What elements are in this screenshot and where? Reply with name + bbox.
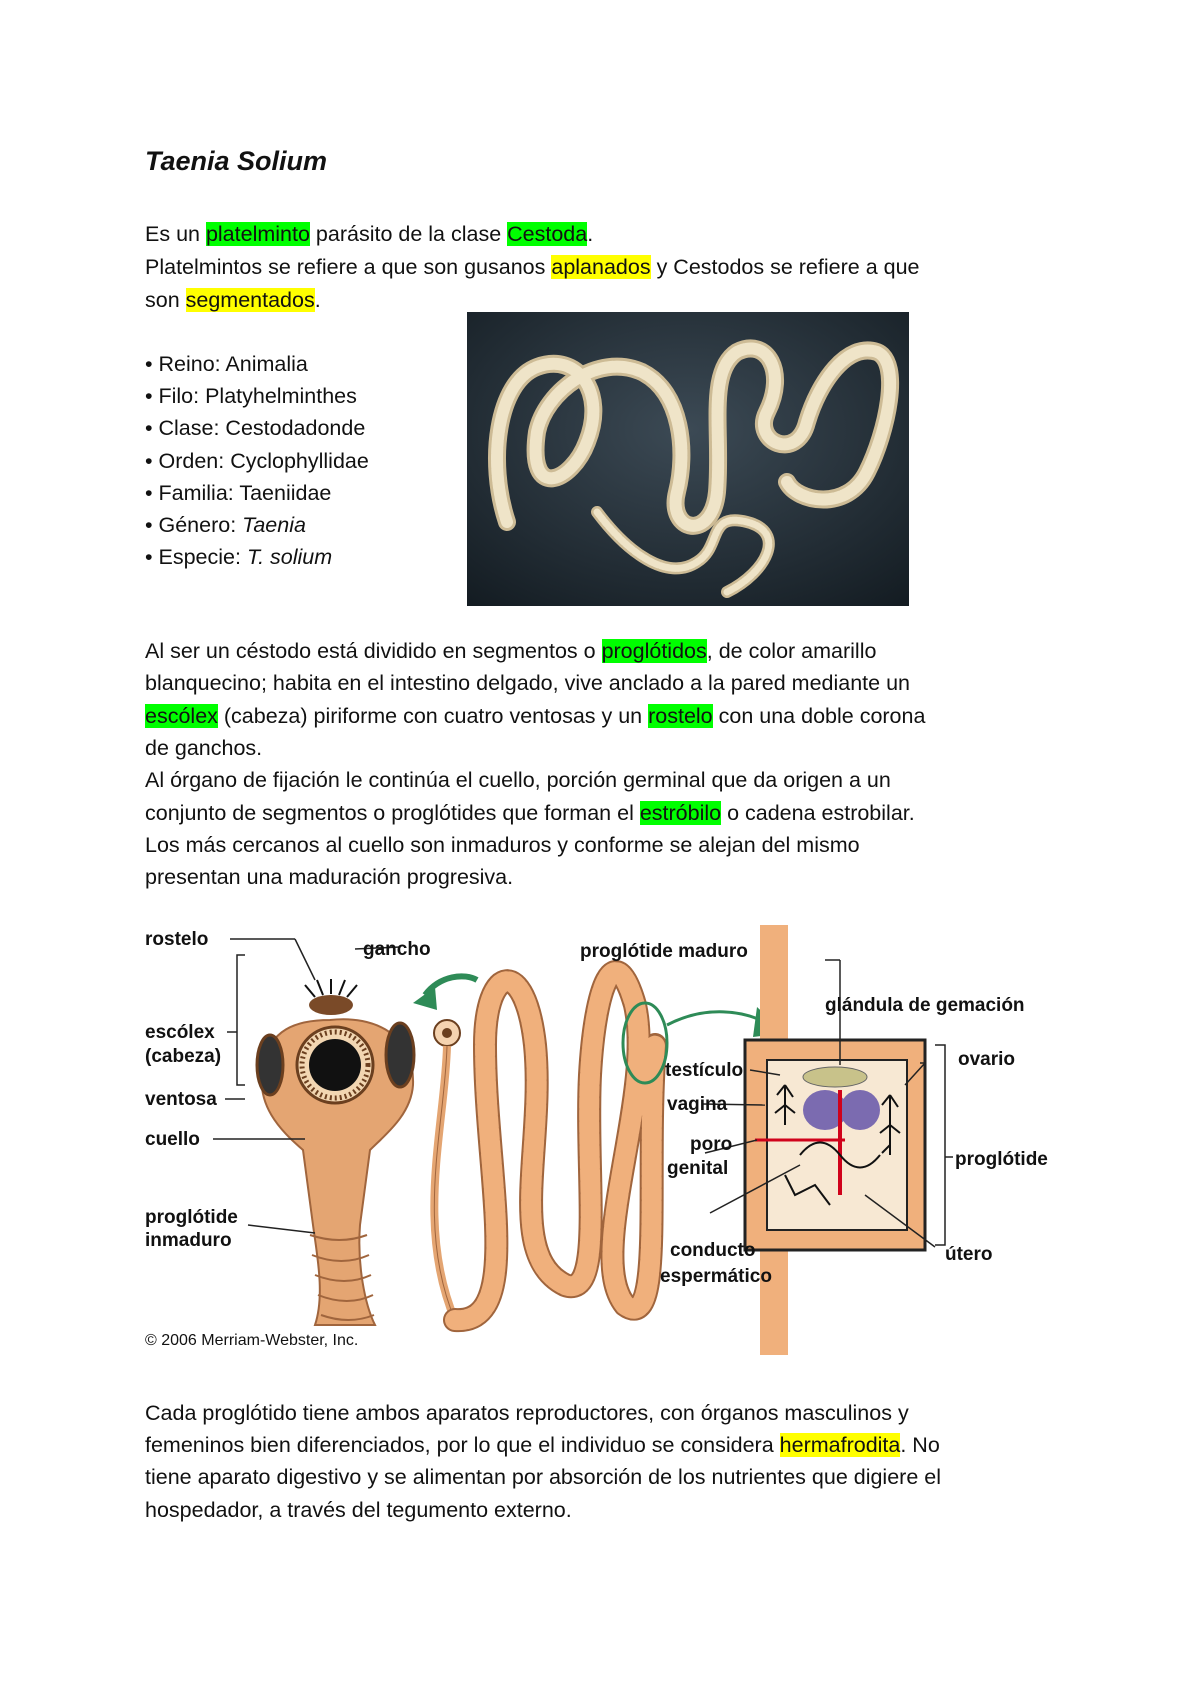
label-proglotide: proglótide (955, 1149, 1048, 1170)
text-span: Es un (145, 222, 206, 246)
label-testiculo: testículo (665, 1060, 744, 1081)
body1-line-6 (145, 797, 915, 830)
label-rostelo: rostelo (145, 929, 209, 950)
body2-line-4: hospedador, a través del tegumento externo. (145, 1498, 572, 1522)
label-ovario: ovario (958, 1049, 1016, 1070)
page-title: Taenia Solium (145, 146, 328, 176)
taxonomy-list (145, 348, 369, 573)
text-span: Platelmintos se refiere a que son gusanos (145, 255, 552, 279)
label-ventosa: ventosa (145, 1089, 217, 1110)
text-span: femeninos bien diferenciados, por lo que el individuo se considera (145, 1433, 780, 1457)
text-span: y Cestodos se refiere a que (650, 255, 920, 279)
label-escolex: escólex (145, 1022, 215, 1043)
highlight-rostelo: rostelo (648, 704, 713, 728)
label-gancho: gancho (363, 939, 431, 960)
text-span: parásito de la clase (309, 222, 508, 246)
taxonomy-genero (145, 509, 369, 541)
body1-line-7: Los más cercanos al cuello son inmaduros y conforme se alejan del mismo (145, 833, 860, 857)
diagram-copyright: © 2006 Merriam-Webster, Inc. (145, 1332, 359, 1349)
label-espermatico: espermático (660, 1266, 772, 1287)
label-proglotide-maduro: proglótide maduro (580, 941, 748, 962)
body1-line-5: Al órgano de fijación le continúa el cuello, porción germinal que da origen a un (145, 768, 891, 792)
species-italic: T. solium (246, 545, 333, 570)
label-glandula: glándula de gemación (825, 995, 1025, 1016)
body2-line-3: tiene aparato digestivo y se alimentan por absorción de los nutrientes que digiere el (145, 1465, 941, 1489)
body1-line-3 (145, 700, 925, 733)
intro-line-2 (145, 251, 920, 284)
label-cabeza: (cabeza) (145, 1046, 222, 1067)
anatomy-diagram (145, 925, 1090, 1355)
text-span: con una doble corona (712, 704, 926, 728)
body2-line-2 (145, 1429, 940, 1462)
taxonomy-reino: • Reino: Animalia (145, 352, 308, 376)
taxonomy-familia: • Familia: Taeniidae (145, 480, 332, 505)
text-span: (cabeza) piriforme con cuatro ventosas y un (217, 704, 649, 728)
highlight-escolex: escólex (145, 704, 218, 728)
label-vagina: vagina (667, 1094, 728, 1115)
taxonomy-clase: • Clase: Cestodadonde (145, 416, 366, 441)
proglottid-drawing (745, 925, 925, 1355)
highlight-platelminto: platelminto (205, 222, 310, 246)
highlight-estrobilo: estróbilo (639, 801, 722, 825)
text-span: . (314, 288, 321, 312)
highlight-aplanados: aplanados (551, 255, 651, 279)
label-poro: poro (690, 1134, 733, 1155)
label-genital: genital (667, 1158, 729, 1179)
label-proglotide-inmaduro-2: inmaduro (145, 1230, 232, 1251)
text-span: • Género: (145, 513, 243, 538)
highlight-hermafrodita: hermafrodita (779, 1433, 901, 1457)
text-span: conjunto de segmentos o proglótides que forman el (145, 801, 640, 825)
taxonomy-filo: • Filo: Platyhelminthes (145, 384, 357, 409)
body1-line-1 (145, 635, 876, 668)
label-cuello: cuello (145, 1129, 200, 1150)
text-span: Al ser un céstodo está dividido en segmentos o (145, 639, 602, 663)
body1-line-4: de ganchos. (145, 736, 263, 760)
highlight-proglotidos: proglótidos (601, 639, 707, 663)
genus-italic: Taenia (242, 513, 306, 538)
scolex-drawing (257, 979, 414, 1325)
taxonomy-especie (145, 541, 369, 573)
body2-line-1: Cada proglótido tiene ambos aparatos reproductores, con órganos masculinos y (145, 1401, 909, 1425)
text-span: , de color amarillo (706, 639, 877, 663)
highlight-cestoda: Cestoda (507, 222, 588, 246)
highlight-segmentados: segmentados (185, 288, 315, 312)
taxonomy-orden: • Orden: Cyclophyllidae (145, 448, 369, 473)
text-span: o cadena estrobilar. (721, 801, 915, 825)
label-conducto: conducto (670, 1240, 756, 1261)
body1-line-8: presentan una maduración progresiva. (145, 865, 514, 889)
tapeworm-photo (467, 312, 909, 606)
intro-line-3 (145, 284, 321, 317)
text-span: • Especie: (145, 545, 247, 570)
text-span: son (145, 288, 186, 312)
text-span: . (587, 222, 594, 246)
text-span: . No (900, 1433, 940, 1457)
label-proglotide-inmaduro-1: proglótide (145, 1207, 238, 1228)
body1-line-2: blanquecino; habita en el intestino delgado, vive anclado a la pared mediante un (145, 671, 911, 695)
intro-line-1 (145, 218, 593, 251)
label-utero: útero (945, 1244, 993, 1265)
